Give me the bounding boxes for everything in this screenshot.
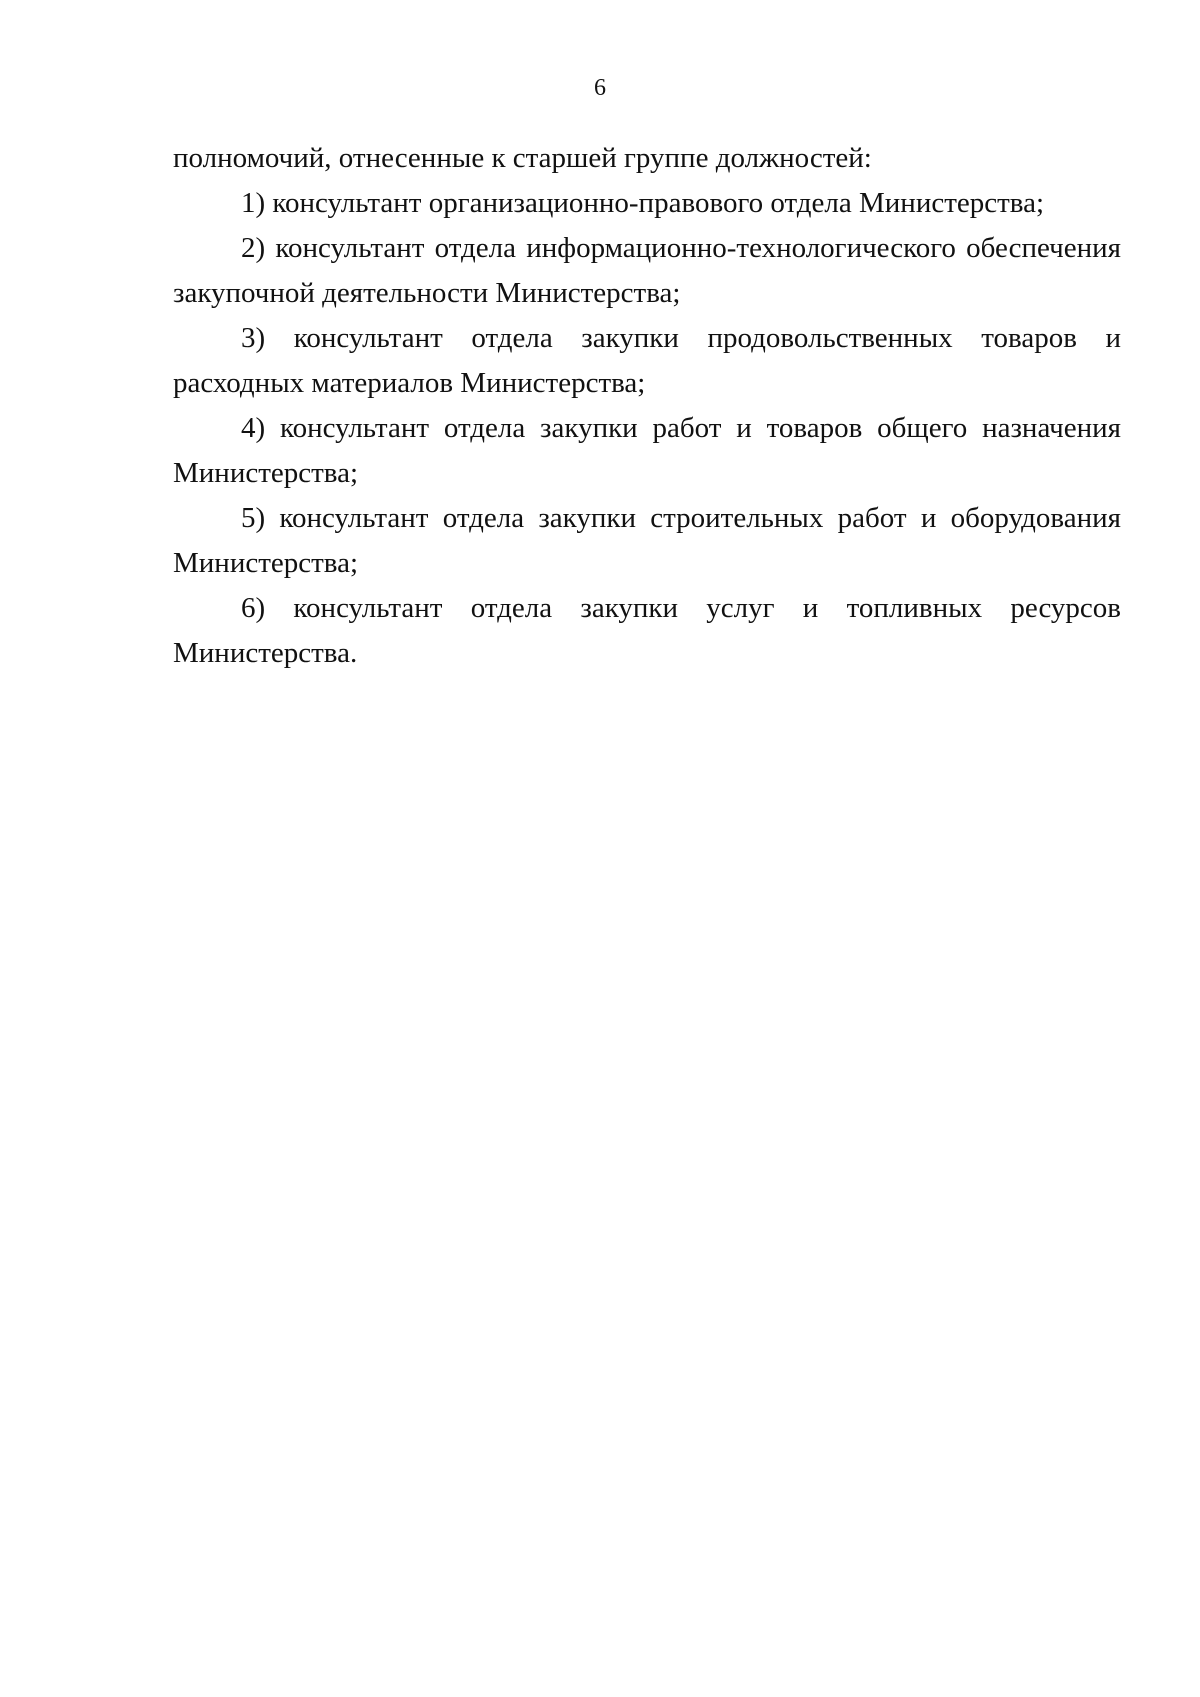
list-item-5: 5) консультант отдела закупки строительных работ и оборудования Министерства; (173, 502, 1121, 579)
paragraph-continuation: полномочий, отнесенные к старшей группе должностей: (173, 142, 872, 174)
document-body (173, 136, 1121, 676)
list-item-2: 2) консультант отдела информационно-технологического обеспечения закупочной деятельности Министерства; (173, 232, 1121, 309)
list-item-3: 3) консультант отдела закупки продовольственных товаров и расходных материалов Министерства; (173, 322, 1121, 399)
list-item-1: 1) консультант организационно-правового отдела Министерства; (241, 187, 1045, 219)
list-item-6: 6) консультант отдела закупки услуг и топливных ресурсов Министерства. (173, 592, 1121, 669)
list-item-4: 4) консультант отдела закупки работ и товаров общего назначения Министерства; (173, 412, 1121, 489)
page-number: 6 (594, 75, 606, 101)
